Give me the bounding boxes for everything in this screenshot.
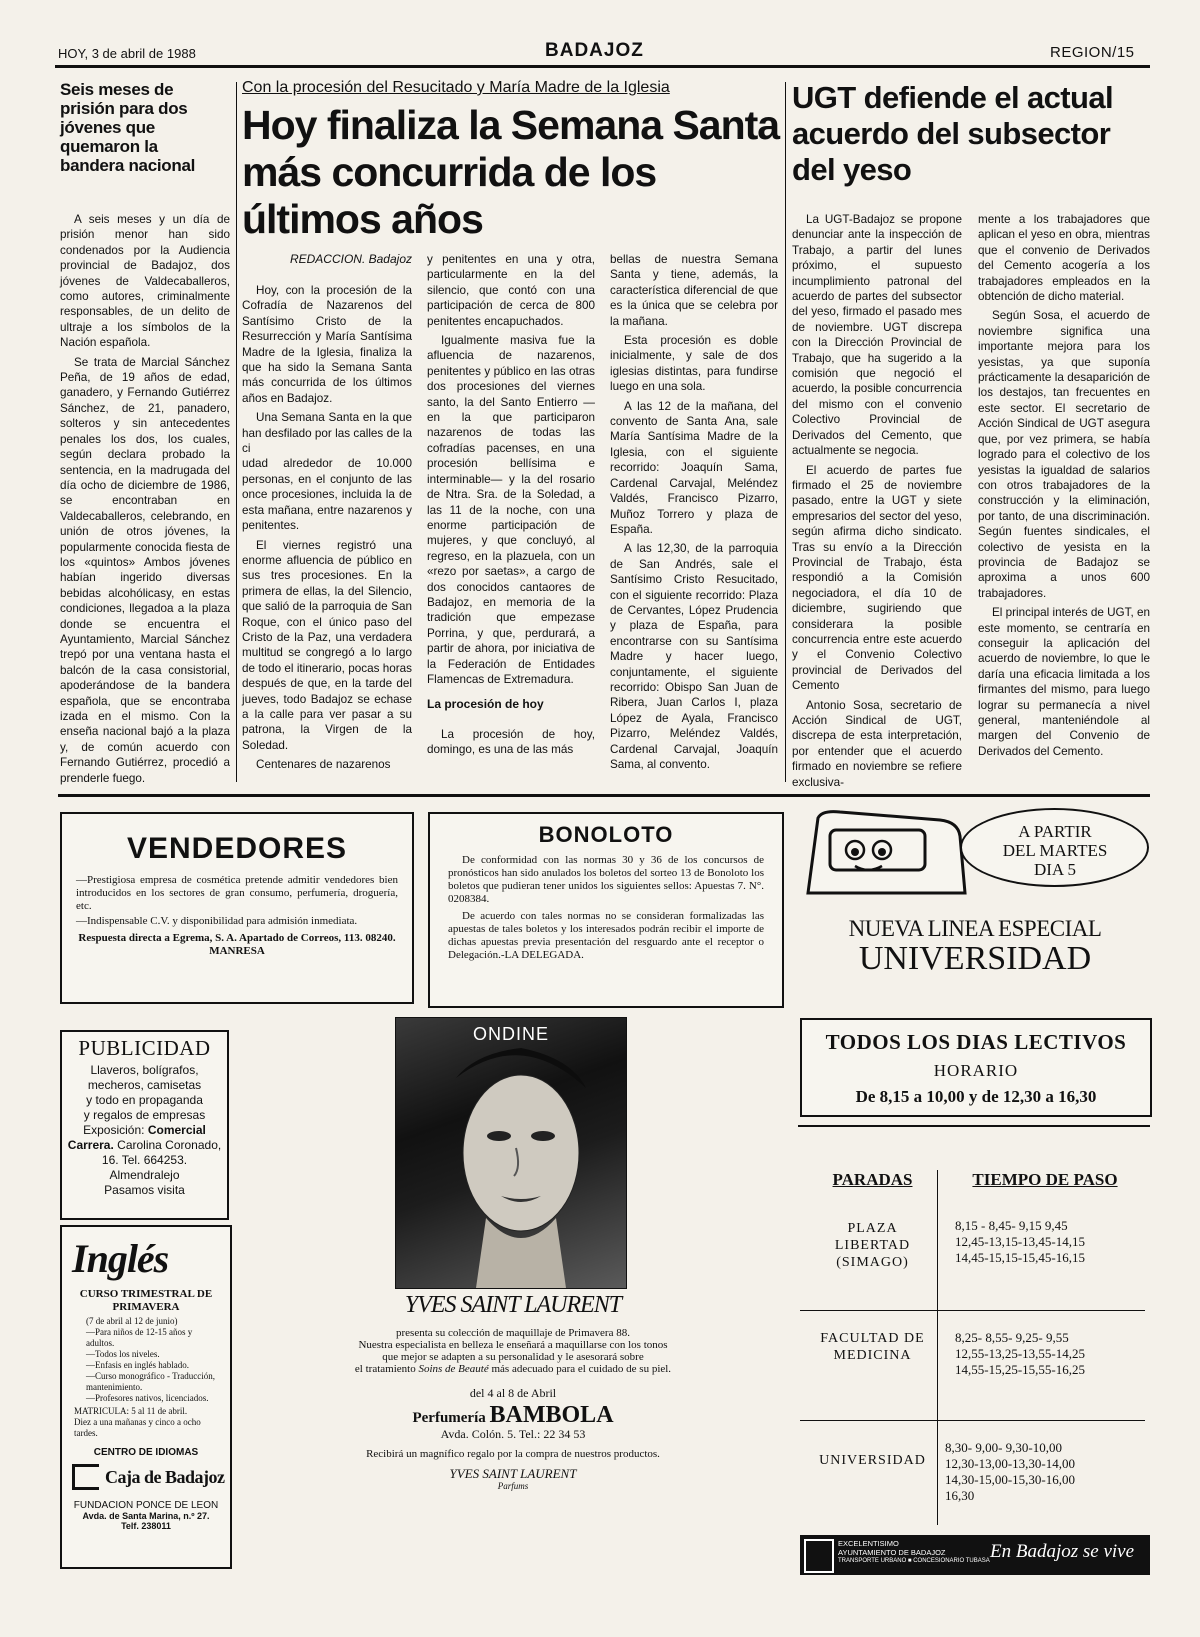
bus-time-row: 16,30 xyxy=(945,1488,975,1503)
bus-time-row: 14,45-15,15-15,45-16,15 xyxy=(955,1250,1085,1265)
ingles-item: —Enfasis en inglés hablado. xyxy=(86,1360,189,1370)
bus-col-times: TIEMPO DE PASO xyxy=(972,1170,1118,1189)
main-article-paragraph: udad alrededor de 10.000 personas, en el conjunto de las once procesiones, incluida la de esta mañana, entre nazarenos y penitentes. xyxy=(242,457,412,533)
main-article-subhead: La procesión de hoy xyxy=(427,697,544,712)
right-article-paragraph: Antonio Sosa, secretario de Acción Sindical de UGT, discrepa de esta interpretación, por entender que el acuerdo firmado en noviembre se refiere exclusiva- xyxy=(792,698,962,789)
ingles-matricula: MATRICULA: 5 al 11 de abril. xyxy=(74,1406,188,1416)
bus-schedule-box xyxy=(800,1018,1152,1117)
main-article-paragraph: Hoy, con la procesión de la Cofradía de Nazarenos del Santísimo Cristo de la Resurrección y María Santísima Madre de la Iglesia, finaliza la que ha sido la Semana Santa más concurrida de los últimos años en Badajoz. xyxy=(242,284,412,405)
header-page: REGION/15 xyxy=(1050,44,1135,61)
ad-vendedores xyxy=(60,812,414,1004)
bus-time-row: 12,30-13,00-13,30-14,00 xyxy=(945,1456,1075,1471)
ysl-shop: Perfumería BAMBOLA xyxy=(412,1402,614,1428)
right-article-paragraph: mente a los trabajadores que aplican el yeso en obra, mientras que el convenio de Derivados del Cemento acogería a los trabajadores empleados en la obtención de dicho material. xyxy=(978,213,1150,304)
right-article-paragraph: El acuerdo de partes fue firmado el 25 de noviembre pasado, entre la UGT y siete empresarios del sector del yeso, según afirma dicho sindicato. Tras su envío a la Dirección Provincial de Trabajo, ésta respondió a la Comisión negociadora, el día 10 de diciembre, sugiriendo que considerara la posible concurrencia entre este acuerdo y el Convenio Colectivo provincial de Derivados del Cemento xyxy=(792,463,962,693)
main-article-col2 xyxy=(427,252,595,762)
bus-time-row: 14,30-15,00-15,30-16,00 xyxy=(945,1472,1075,1487)
caja-logo-icon xyxy=(72,1464,99,1490)
publicidad-city: Almendralejo xyxy=(109,1168,180,1182)
ingles-tel: Telf. 238011 xyxy=(121,1521,171,1531)
bus-time-row: 8,15 - 8,45- 9,15 9,45 xyxy=(955,1218,1068,1233)
header-rule xyxy=(55,65,1150,68)
ingles-dates: (7 de abril al 12 de junio) xyxy=(86,1316,178,1326)
ysl-dates: del 4 al 8 de Abril xyxy=(469,1386,557,1400)
left-article-title: Seis meses de prisión para dos jóvenes que quemaron la bandera nacional xyxy=(60,80,196,175)
ingles-hours: Diez a una mañanas y cinco a ocho tardes. xyxy=(74,1417,201,1438)
header-date: HOY, 3 de abril de 1988 xyxy=(58,46,196,61)
ingles-logo: Inglés xyxy=(72,1236,169,1281)
bus-start: A PARTIR xyxy=(1018,822,1092,841)
bus-footer-line: EXCELENTISIMO xyxy=(838,1539,899,1548)
publicidad-line: mecheros, camisetas xyxy=(87,1078,202,1092)
bus-start: DIA 5 xyxy=(1033,860,1077,879)
ingles-item: —Todos los niveles. xyxy=(86,1349,160,1359)
header-section: BADAJOZ xyxy=(545,40,644,61)
bus-slogan: En Badajoz se vive xyxy=(990,1541,1135,1562)
publicidad-line: y todo en propaganda xyxy=(86,1093,203,1107)
bus-col-stops: PARADAS xyxy=(832,1170,913,1189)
ad-bonoloto xyxy=(428,812,784,1008)
main-article-paragraph: El viernes registró una enorme afluencia de público en sus tres procesiones. En la primera de ellas, la del Silencio, que salió de la parroquia de San Roque, con el único paso del Cristo de la Paz, una verdadera multitud se congregó a lo largo de todo el itinerario, pocas horas después de que, en la tarde del jueves, todo Badajoz se echase a la calle para ver pasar a su patrona, la Virgen de la Soledad. xyxy=(242,538,412,752)
right-article-paragraph: Según Sosa, el acuerdo de noviembre significa una importante mejora para los yesistas, ya que suponía prácticamente la desaparición de los destajos, tan frecuentes en este sector. El secretario de Acción Sindical de UGT asegura que, por vez primera, se había logrado para el colectivo de los yesistas la igualdad de salarios con otros trabajadores de la construcción y la eliminación, por tanto, de una discriminación. Según fuentes sindicales, el colectivo de yesista en la provincia de Badajoz se aproxima a unos 600 trabajadores. xyxy=(978,309,1150,600)
ad-ysl xyxy=(238,1012,788,1572)
main-article-paragraph: La procesión de hoy, domingo, es una de las más xyxy=(427,727,595,757)
bus-footer-line: TRANSPORTE URBANO ■ CONCESIONARIO TUBASA xyxy=(838,1558,990,1564)
ingles-caja: Caja de Badajoz xyxy=(105,1466,225,1487)
bus-time-row: 12,55-13,25-13,55-14,25 xyxy=(955,1346,1085,1361)
main-article-col3 xyxy=(610,252,778,776)
main-article-paragraph: bellas de nuestra Semana Santa y tiene, además, la característica diferencial de que es la única que se celebra por la mañana. xyxy=(610,253,778,328)
ingles-address: Avda. de Santa Marina, n.º 27. xyxy=(82,1511,210,1521)
bus-stop: FACULTAD DE MEDICINA xyxy=(820,1331,925,1363)
ingles-item: —Curso monográfico - Traducción, mantenimiento. xyxy=(86,1371,215,1392)
ad-publicidad xyxy=(60,1030,229,1220)
vendedores-title: VENDEDORES xyxy=(126,832,348,865)
vendedores-line: —Prestigiosa empresa de cosmética pretende admitir vendedores bien introducidos en los sectores de gran consumo, perfumería, droguería, etc. xyxy=(76,874,398,912)
ad-bus-header xyxy=(800,808,1150,978)
ingles-item: —Profesores nativos, licenciados. xyxy=(86,1393,209,1403)
main-article-paragraph: A las 12 de la mañana, del convento de Santa Ana, sale María Santísima Madre de la Iglesia, con el siguiente recorrido: Joaquín Sama, Cardenal Carvajal, Meléndez Valdés, Francisco Pizarro, Muñoz Torrero y plaza de España. xyxy=(610,399,778,536)
bus-time-row: 12,45-13,15-13,45-14,15 xyxy=(955,1234,1085,1249)
column-rule xyxy=(236,82,237,782)
main-article-byline: REDACCION. Badajoz xyxy=(289,252,412,266)
main-article-col1 xyxy=(242,283,412,777)
vendedores-line: —Indispensable C.V. y disponibilidad para admisión inmediata. xyxy=(76,915,358,927)
ysl-parfums: Parfums xyxy=(497,1481,529,1491)
bus-horario: HORARIO xyxy=(933,1061,1019,1080)
ysl-brand-small: YVES SAINT LAURENT xyxy=(449,1466,577,1481)
bus-line-main: UNIVERSIDAD xyxy=(858,940,1092,977)
ysl-photo xyxy=(395,1017,627,1289)
ysl-line: presenta su colección de maquillaje de Primavera 88. xyxy=(396,1327,630,1339)
left-article-paragraph: Se trata de Marcial Sánchez Peña, de 19 años de edad, ganadero, y Fernando Gutiérrez Sánchez, de 21, panadero, solteros y sin antecedentes penales los dos, los cuales, según declara probado la sentencia, en la madrugada del día ocho de diciembre de 1986, se encontraban en Valdecaballeros, celebrando, en unión de otros jóvenes, la popularmente conocida fiesta de los «quintos» Ambos jóvenes habían ingerido diversas bebidas alcohólicasy, en estas condiciones, llegadoa a la plaza donde se encuentra el Ayuntamiento, Marcial Sánchez trepó por una ventana hasta el balcón de la casa consistorial, apoderándose de la bandera española, que se encontraba izada en el mismo. Con la enseña nacional bajó a la plaza y, de común acuerdo con Fernando Gutiérrez, procedió a prenderle fuego. xyxy=(60,355,230,785)
publicidad-title: PUBLICIDAD xyxy=(78,1036,211,1060)
ad-ingles xyxy=(60,1225,232,1569)
bus-days: TODOS LOS DIAS LECTIVOS xyxy=(825,1030,1127,1054)
table-row-rule xyxy=(800,1420,1145,1421)
bus-stops-table xyxy=(800,1170,1150,1530)
table-row-rule xyxy=(800,1310,1145,1311)
right-article-paragraph: La UGT-Badajoz se propone denunciar ante la inspección de Trabajo, a partir del lunes próximo, el supuesto incumplimiento patronal del acuerdo de partes del subsector del yeso, firmado el pasado mes de noviembre. UGT discrepa con la Dirección Provincial de Trabajo, que ha sugerido a la comisión que negoció el acuerdo, la posible concurrencia del mismo con el convenio Colectivo Provincial de Derivados del Cemento, que actualmente se negocia. xyxy=(792,213,962,458)
section-rule xyxy=(58,794,1150,797)
publicidad-visit: Pasamos visita xyxy=(104,1183,185,1197)
bus-time-row: 8,25- 8,55- 9,25- 9,55 xyxy=(955,1330,1069,1345)
ysl-line: que mejor se adapten a su personalidad y le asesorará sobre xyxy=(382,1351,644,1363)
ingles-course: CURSO TRIMESTRAL DE PRIMAVERA xyxy=(79,1288,213,1313)
right-article-title: UGT defiende el actual acuerdo del subsector del yeso xyxy=(792,80,1113,187)
bus-footer-line: AYUNTAMIENTO DE BADAJOZ xyxy=(838,1548,946,1557)
bus-stop: UNIVERSIDAD xyxy=(819,1453,926,1468)
ysl-brand-top: ONDINE xyxy=(472,1024,549,1044)
vendedores-contact: Respuesta directa a Egrema, S. A. Apartado de Correos, 113. 08240. MANRESA xyxy=(78,932,396,957)
bus-icon xyxy=(800,808,980,898)
publicidad-line: Llaveros, bolígrafos, xyxy=(90,1063,199,1077)
ysl-gift: Recibirá un magnífico regalo por la compra de nuestros productos. xyxy=(366,1448,660,1460)
main-article-paragraph: Una Semana Santa en la que han desfilado por las calles de la ci xyxy=(242,411,412,456)
ingles-item: —Para niños de 12-15 años y adultos. xyxy=(86,1327,193,1348)
ingles-fundacion: FUNDACION PONCE DE LEON xyxy=(73,1500,219,1511)
bonoloto-paragraph: De acuerdo con tales normas no se consideran formalizadas las apuestas de tales boletos y los interesados podrán recibir el importe de dichas apuestas previa presentación del resguardo ante el receptor o Delegación.-LA DELEGADA. xyxy=(448,910,764,961)
left-article-body xyxy=(60,212,230,790)
right-article-paragraph: El principal interés de UGT, en este momento, se centraría en conseguir la aplicación del acuerdo de noviembre, lo que le daría una eficacia limitada a los firmantes del mismo, para luego lograr su permanecía a nivel general, manteniéndole al margen del Convenio de Derivados del Cemento. xyxy=(978,606,1150,758)
main-article-paragraph: A las 12,30, de la parroquia de San Andrés, sale el Santísimo Cristo Resucitado, con el siguiente recorrido: Plaza de Cervantes, López Prudencia y plaza de España, para encontrarse con su Santísima Madre y hacer luego, conjuntamente, el siguiente recorrido: Obispo San Juan de Ribera, Juan Carlos I, plaza López de Ayala, Francisco Pizarro, Meléndez Valdés, Cardenal Carvajal, Joaquín Sama, al convento. xyxy=(610,542,778,771)
bonoloto-paragraph: De conformidad con las normas 30 y 36 de los concursos de pronósticos han sido anulados los boletos del sorteo 13 de Bonoloto los boletos que pudieran tener unidos los siguientes sellos: Apuestas 7. N°. 0208384. xyxy=(448,854,764,905)
publicidad-exposition: Exposición: Comercial Carrera. Carolina Coronado, 16. Tel. 664253. xyxy=(67,1123,222,1167)
main-article-paragraph: Centenares de nazarenos xyxy=(256,758,391,772)
ingles-centro: CENTRO DE IDIOMAS xyxy=(93,1447,199,1458)
ysl-address: Avda. Colón. 5. Tel.: 22 34 53 xyxy=(440,1427,586,1441)
main-article-paragraph: y penitentes en una y otra, particularmente en la del silencio, que contó con una participación de cerca de 800 penitentes encapuchados. xyxy=(427,253,595,328)
main-article-paragraph: Igualmente masiva fue la afluencia de nazarenos, penitentes y público en las otras dos procesiones del viernes santo, la del Santo Entierro —en la que participaron nazarenos de todas las cofradías pacenses, en una procesión bellísima e interminable— y la del rosario de Ntra. Sra. de la Soledad, a las 11 de la noche, con una enorme participación de mujeres, y que concluyó, al regreso, en la plazuela, con un «rezo por saetas», a cargo de dos conocidos cantaores de Badajoz, en memoria de la tradición que empezase Porrina, y que, perdurará, a partir de ahora, por iniciativa de la Federación de Entidades Flamencas de Extremadura. xyxy=(427,334,595,686)
bus-rule xyxy=(798,1125,1150,1127)
bus-hours: De 8,15 a 10,00 y de 12,30 a 16,30 xyxy=(855,1087,1097,1106)
column-rule xyxy=(785,82,786,782)
bus-stop: PLAZA LIBERTAD (SIMAGO) xyxy=(834,1221,911,1270)
left-article-paragraph: A seis meses y un día de prisión menor han sido condenados por la Audiencia provincial de Badajoz, dos jóvenes de Valdecaballeros, como autores, criminalmente responsables, de un delito de ultraje a los símbolos de la Nación española. xyxy=(60,213,230,350)
table-divider xyxy=(937,1170,938,1525)
main-article-paragraph: Esta procesión es doble inicialmente, y sale de dos iglesias distintas, para fundirse luego en una sola. xyxy=(610,334,778,394)
ysl-line: Nuestra especialista en belleza le enseñará a maquillarse con los tonos xyxy=(358,1339,668,1351)
ysl-brand: YVES SAINT LAURENT xyxy=(404,1292,622,1318)
main-article-title: Hoy finaliza la Semana Santa más concurrida de los últimos años xyxy=(242,102,780,242)
bus-time-row: 8,30- 9,00- 9,30-10,00 xyxy=(945,1440,1062,1455)
publicidad-line: y regalos de empresas xyxy=(83,1108,206,1122)
bonoloto-title: BONOLOTO xyxy=(538,822,674,847)
bus-start: DEL MARTES xyxy=(1002,841,1108,860)
model-portrait-icon xyxy=(396,1018,626,1288)
bus-footer xyxy=(800,1535,1150,1575)
right-article-col2 xyxy=(978,212,1150,763)
ysl-line: el tratamiento Soins de Beauté más adecuado para el cuidado de su piel. xyxy=(354,1363,672,1375)
coat-of-arms-icon xyxy=(804,1539,834,1573)
main-article-kicker: Con la procesión del Resucitado y María Madre de la Iglesia xyxy=(242,79,670,96)
bus-time-row: 14,55-15,25-15,55-16,25 xyxy=(955,1362,1085,1377)
right-article-col1 xyxy=(792,212,962,794)
bus-line-name: NUEVA LINEA ESPECIAL xyxy=(848,916,1102,941)
